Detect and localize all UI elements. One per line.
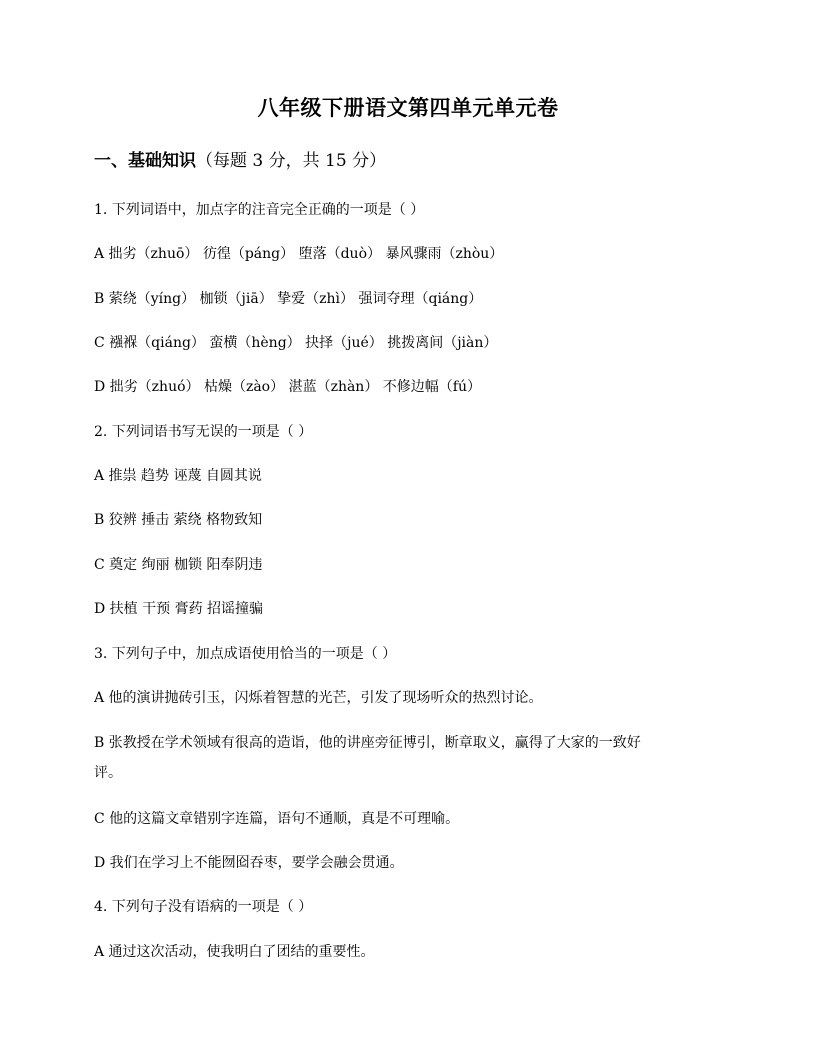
question-2-option-a: A 推祟 趋势 诬蔑 自圆其说 (94, 468, 262, 484)
question-4-option-a: A 通过这次活动，使我明白了团结的重要性。 (94, 944, 375, 960)
question-1-option-d: D 拙劣（zhuó） 枯燥（zào） 湛蓝（zhàn） 不修边幅（fú） (94, 379, 481, 395)
question-1: 1. 下列词语中，加点字的注音完全正确的一项是（ ） (94, 202, 425, 218)
section-heading-note: （每题 3 分，共 15 分） (196, 151, 387, 171)
question-1-option-b: B 萦绕（yíng） 枷锁（jiā） 挚爱（zhì） 强词夺理（qiáng） (94, 291, 483, 307)
page-title: 八年级下册语文第四单元单元卷 (257, 95, 559, 120)
question-4: 4. 下列句子没有语病的一项是（ ） (94, 899, 313, 915)
question-2-option-c: C 奠定 绚丽 枷锁 阳奉阴违 (94, 557, 263, 573)
question-2-option-b: B 狡辨 捶击 萦绕 格物致知 (94, 512, 263, 528)
question-3-option-c: C 他的这篇文章错别字连篇，语句不通顺，真是不可理喻。 (94, 811, 460, 827)
question-3-option-b-continued: 评。 (94, 765, 122, 781)
question-2: 2. 下列词语书写无误的一项是（ ） (94, 424, 313, 440)
question-1-option-a: A 拙劣（zhuō） 彷徨（páng） 堕落（duò） 暴风骤雨（zhòu） (94, 246, 504, 262)
question-2-option-d: D 扶植 干预 膏药 招谣撞骗 (94, 601, 264, 617)
question-3: 3. 下列句子中，加点成语使用恰当的一项是（ ） (94, 646, 397, 662)
question-3-option-a: A 他的演讲抛砖引玉，闪烁着智慧的光芒，引发了现场听众的热烈讨论。 (94, 690, 543, 706)
question-1-option-c: C 襁褓（qiáng） 蛮横（hèng） 抉择（jué） 挑拨离间（jiàn） (94, 335, 498, 351)
section-heading (94, 148, 386, 174)
question-3-option-d: D 我们在学习上不能囫囵吞枣，要学会融会贯通。 (94, 855, 404, 871)
section-heading-label: 一、基础知识 (94, 151, 196, 171)
question-3-option-b: B 张教授在学术领域有很高的造诣，他的讲座旁征博引，断章取义，赢得了大家的一致好 (94, 735, 641, 751)
